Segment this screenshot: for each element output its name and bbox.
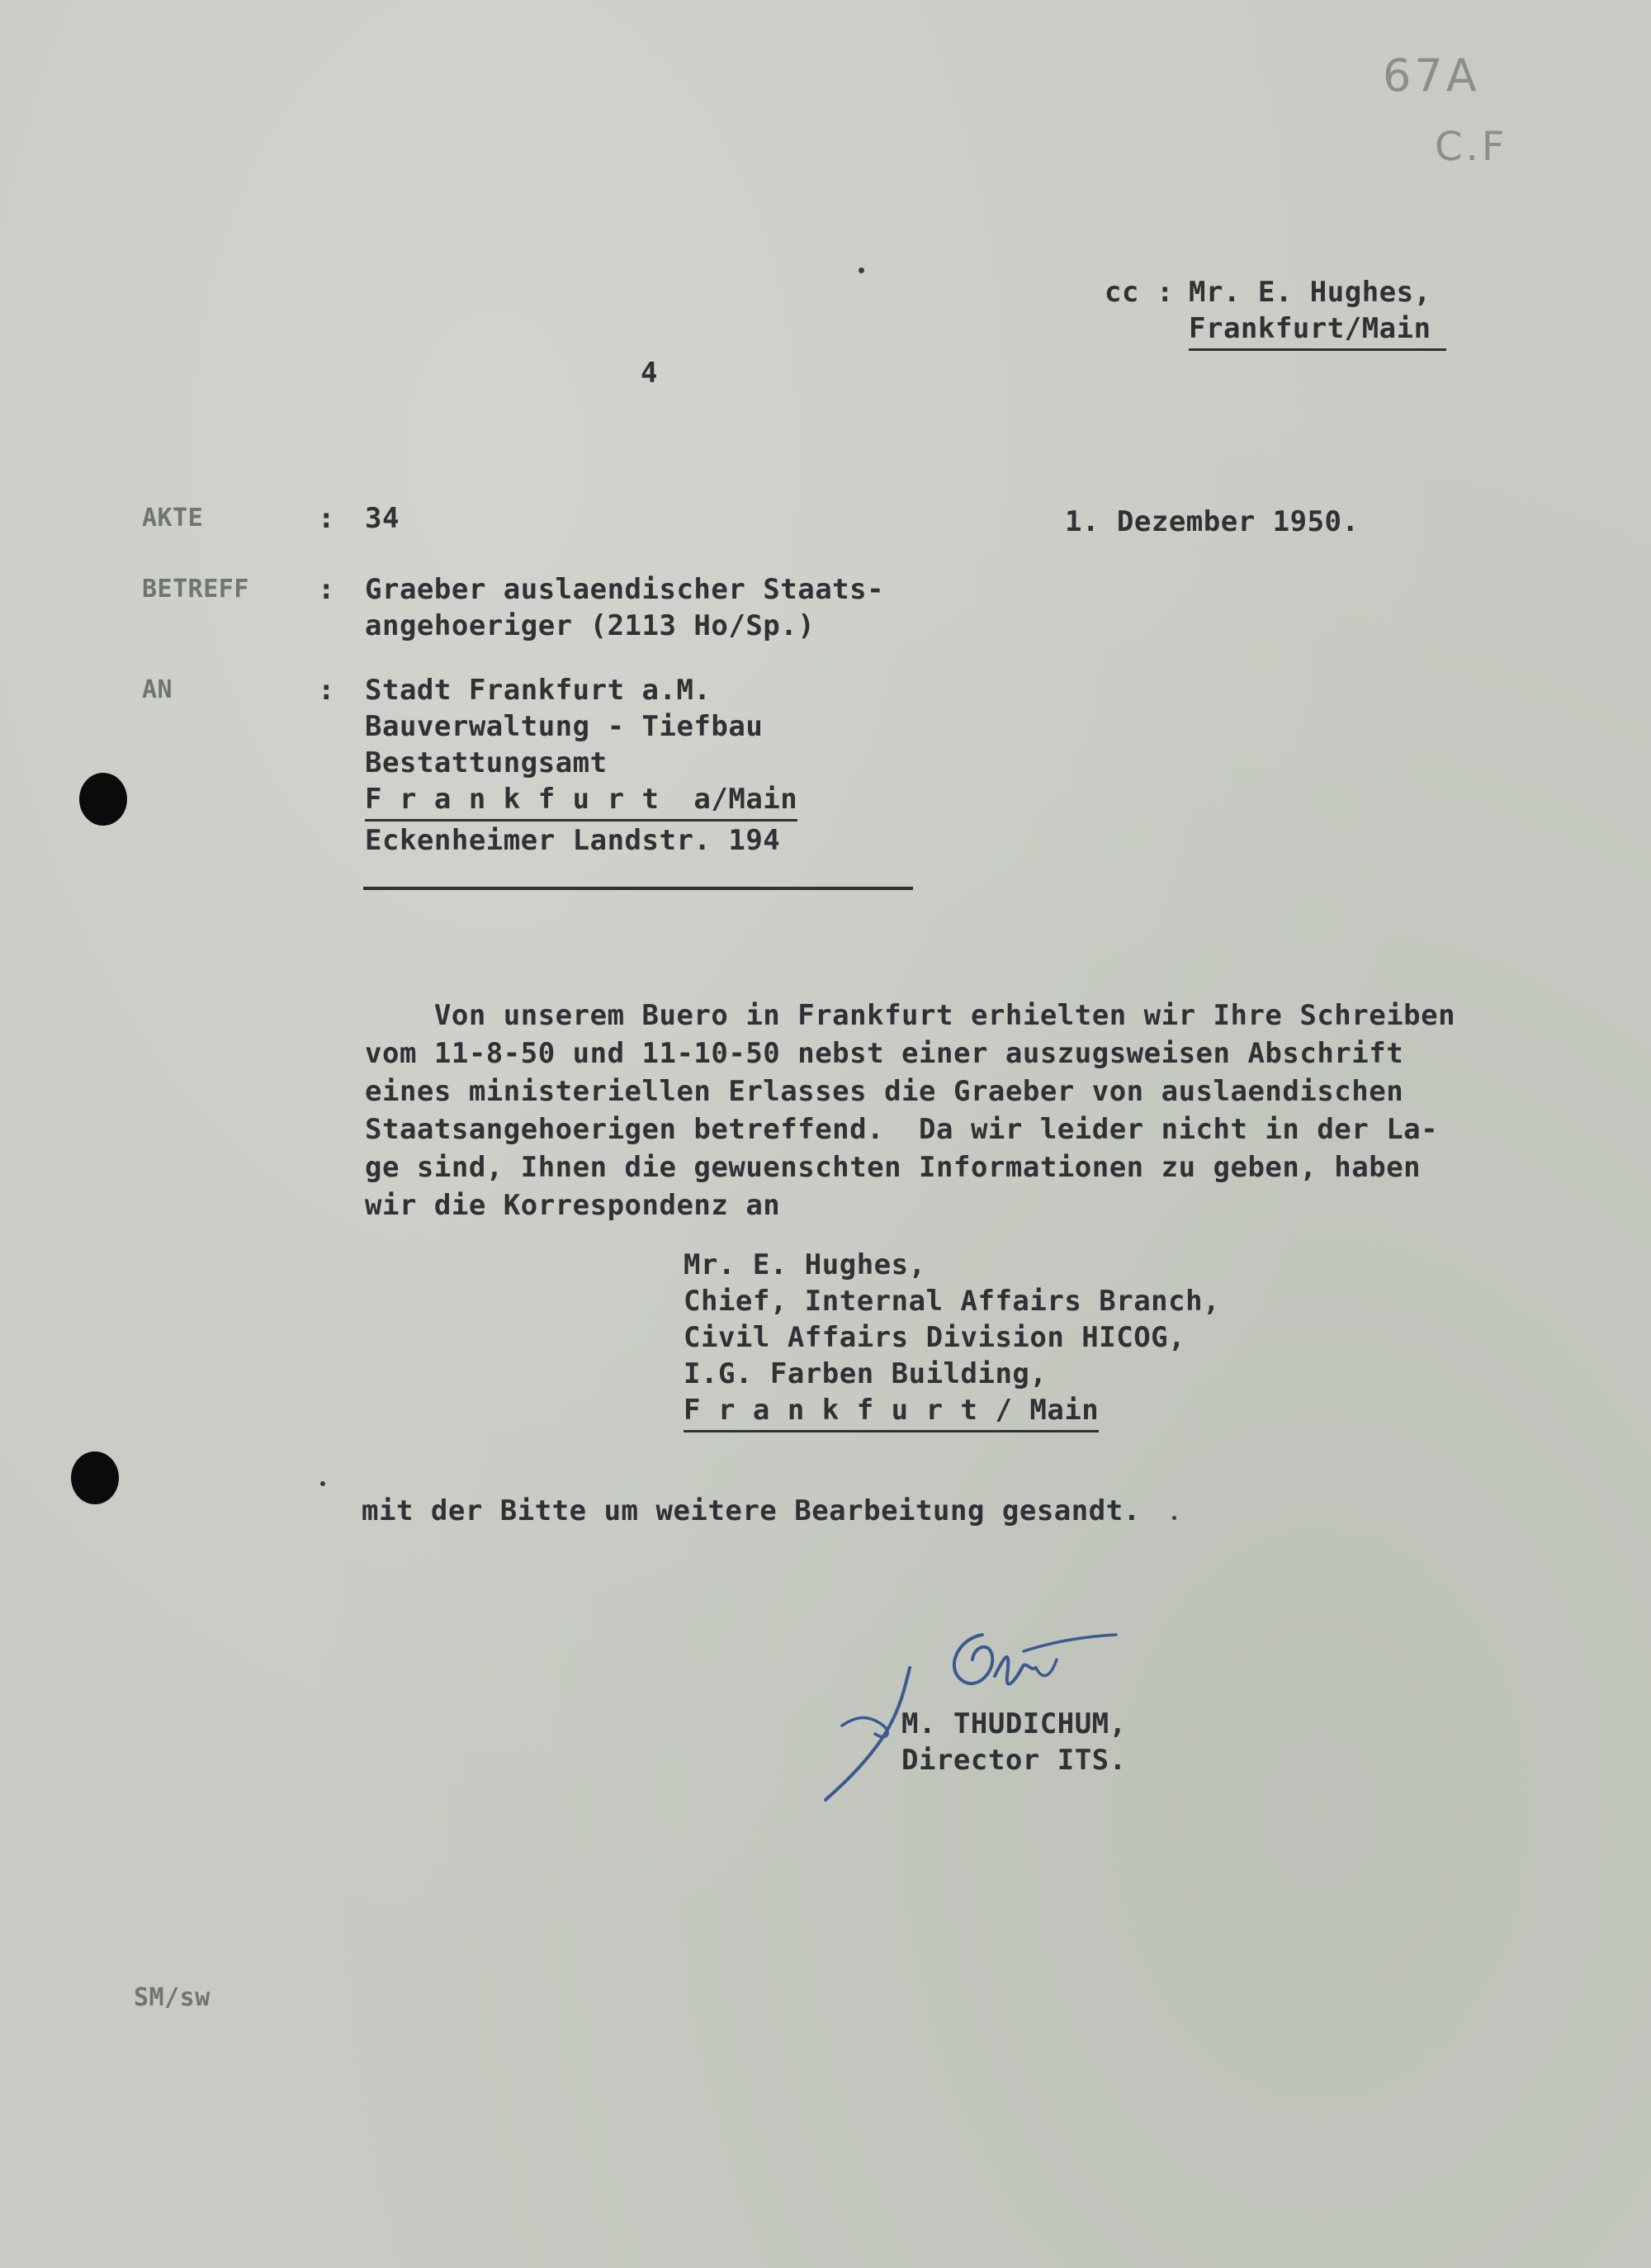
field-value-betreff-2: angehoeriger (2113 Ho/Sp.) <box>365 609 816 642</box>
body-line-3: eines ministeriellen Erlasses die Graeber von auslaendischen <box>365 1075 1404 1108</box>
page-number: 4 <box>641 357 658 390</box>
reference-initials: SM/sw <box>134 1983 211 2012</box>
stray-mark <box>859 268 864 273</box>
recipient-line-4: I.G. Farben Building, <box>684 1357 1048 1390</box>
field-label-akte: AKTE <box>142 504 204 533</box>
closing-line: mit der Bitte um weitere Bearbeitung gesandt. <box>362 1494 1141 1527</box>
body-line-5: ge sind, Ihnen die gewuenschten Informationen zu geben, haben <box>365 1151 1422 1184</box>
cc-city: Frankfurt/Main <box>1189 310 1446 351</box>
recipient-line-5: F r a n k f u r t / Main <box>684 1392 1099 1432</box>
address-line-4: F r a n k f u r t a/Main <box>365 781 797 821</box>
signatory-title: Director ITS. <box>901 1744 1127 1777</box>
cc-name: Mr. E. Hughes, <box>1189 276 1431 309</box>
cc-label: cc : <box>1105 276 1174 309</box>
field-value-akte: 34 <box>365 502 400 535</box>
recipient-line-3: Civil Affairs Division HICOG, <box>684 1321 1186 1354</box>
field-label-an: AN <box>142 675 173 704</box>
field-value-betreff-1: Graeber auslaendischer Staats- <box>365 573 885 606</box>
field-label-betreff: BETREFF <box>142 575 249 604</box>
stray-mark <box>320 1481 325 1486</box>
field-sep-betreff: : <box>318 573 335 606</box>
address-rule <box>363 887 913 890</box>
body-line-2: vom 11-8-50 und 11-10-50 nebst einer auszugsweisen Abschrift <box>365 1037 1404 1070</box>
address-line-1: Stadt Frankfurt a.M. <box>365 674 712 707</box>
handwritten-ref-line2: C.F <box>1435 124 1508 170</box>
signatory-name: M. THUDICHUM, <box>901 1707 1127 1740</box>
punch-hole-bottom <box>71 1451 119 1504</box>
recipient-line-1: Mr. E. Hughes, <box>684 1248 926 1281</box>
letter-date: 1. Dezember 1950. <box>1065 505 1360 538</box>
stray-mark <box>1172 1516 1176 1520</box>
field-sep-an: : <box>318 674 335 707</box>
address-line-2: Bauverwaltung - Tiefbau <box>365 710 764 743</box>
body-line-4: Staatsangehoerigen betreffend. Da wir leider nicht in der La- <box>365 1113 1439 1146</box>
recipient-line-2: Chief, Internal Affairs Branch, <box>684 1285 1221 1318</box>
address-line-3: Bestattungsamt <box>365 746 608 779</box>
body-line-1: Von unserem Buero in Frankfurt erhielten wir Ihre Schreiben <box>365 999 1456 1032</box>
body-line-6: wir die Korrespondenz an <box>365 1189 781 1222</box>
punch-hole-top <box>79 773 127 826</box>
handwritten-ref-line1: 67A <box>1383 50 1480 102</box>
field-sep-akte: : <box>318 502 335 535</box>
address-line-5: Eckenheimer Landstr. 194 <box>365 824 781 857</box>
